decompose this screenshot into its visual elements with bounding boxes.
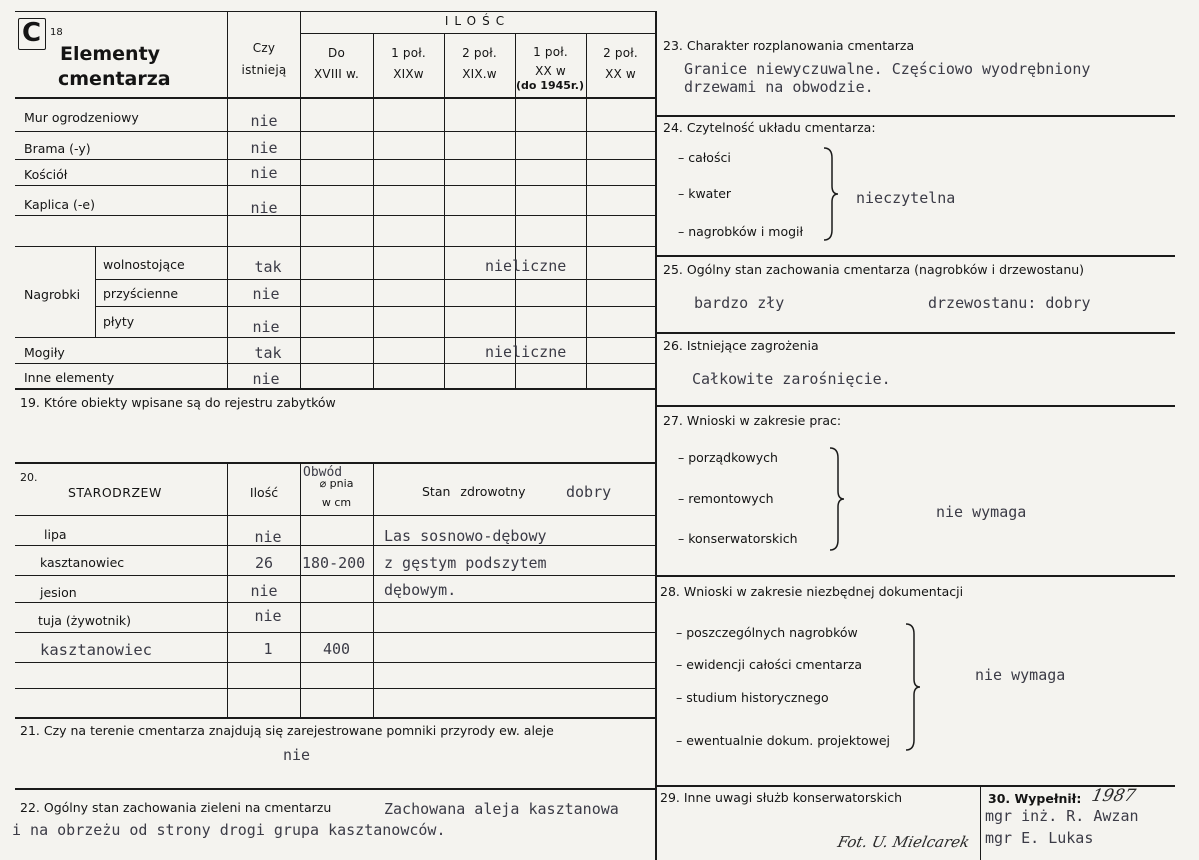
q20-pnia: ⌀ pnia — [319, 477, 354, 490]
rule — [373, 33, 374, 388]
card-number: 18 — [50, 27, 63, 38]
q30-name-2: mgr E. Lukas — [985, 829, 1094, 847]
rule — [373, 462, 374, 717]
rule — [15, 575, 655, 576]
rule — [655, 115, 1175, 117]
rule — [15, 246, 655, 247]
q26-label: 26. Istniejące zagrożenia — [663, 338, 819, 353]
q20-col-ilosc: Ilość — [249, 485, 279, 500]
rule — [15, 717, 655, 719]
q24-brace-icon — [822, 146, 842, 242]
period-4-l3: (do 1945r.) — [516, 79, 584, 92]
nagrobki-przyscienne: przyścienne — [103, 286, 179, 301]
q28-item-2: – ewidencji całości cmentarza — [676, 657, 863, 672]
tree-row-3-count: nie — [250, 582, 278, 600]
rule — [15, 337, 655, 338]
col-czy: Czy — [252, 41, 276, 55]
period-2-l2: XIXw — [393, 67, 424, 81]
col-istnieja: istnieją — [241, 63, 287, 77]
tree-row-4-count: nie — [254, 607, 282, 625]
nagrobki-wolnostojace-value: tak — [254, 258, 282, 276]
nagrobki-plyty: płyty — [103, 314, 135, 329]
rule — [15, 602, 655, 603]
rule — [655, 332, 1175, 334]
mogily-value: tak — [254, 344, 282, 362]
q20-wcm: w cm — [321, 496, 352, 509]
row-value-brama: nie — [250, 139, 278, 157]
tree-row-1-count: nie — [254, 528, 282, 546]
period-1-l2: XVIII w. — [314, 67, 359, 81]
row-value-kaplica: nie — [250, 199, 278, 217]
rule — [15, 215, 655, 216]
rule — [15, 159, 655, 160]
rule — [300, 33, 655, 34]
rule — [15, 97, 655, 99]
rule — [15, 632, 655, 633]
rule — [444, 33, 445, 388]
row-label-mur: Mur ogrodzeniowy — [24, 110, 139, 125]
rule — [586, 33, 587, 388]
q20-note-3: dębowym. — [384, 581, 457, 599]
rule — [95, 306, 655, 307]
q28-item-4: – ewentualnie dokum. projektowej — [676, 733, 891, 748]
tree-row-2-name: kasztanowiec — [40, 555, 125, 570]
rule — [980, 785, 981, 860]
nagrobki-wolnostojace-count: nieliczne — [485, 257, 567, 275]
row-label-brama: Brama (-y) — [24, 141, 91, 156]
q22-label: 22. Ogólny stan zachowania zieleni na cmentarzu — [20, 800, 332, 815]
q24-item-2: – kwater — [678, 186, 732, 201]
period-4-l1: 1 poł. — [533, 45, 568, 59]
q27-item-1: – porządkowych — [678, 450, 778, 465]
mogily-label: Mogiły — [24, 345, 65, 360]
rule — [95, 246, 96, 337]
tree-row-2-size: 180-200 — [302, 554, 366, 572]
rule — [95, 279, 655, 280]
tree-row-5-size: 400 — [323, 640, 351, 658]
q24-label: 24. Czytelność układu cmentarza: — [663, 120, 876, 135]
inne-value: nie — [252, 370, 280, 388]
rule — [15, 545, 655, 546]
period-3-l1: 2 poł. — [462, 46, 497, 60]
rule — [655, 575, 1175, 577]
tree-row-2-count: 26 — [254, 554, 274, 572]
q25-label: 25. Ogólny stan zachowania cmentarza (nagrobków i drzewostanu) — [663, 262, 1085, 277]
q20-number: 20. — [20, 471, 38, 484]
q20-col-stan: Stan zdrowotny — [422, 484, 526, 499]
q19-label: 19. Które obiekty wpisane są do rejestru zabytków — [20, 395, 336, 410]
q30-year: 1987 — [1089, 786, 1138, 806]
q27-item-3: – konserwatorskich — [678, 531, 798, 546]
rule — [15, 688, 655, 689]
card-letter: C — [22, 18, 42, 48]
q23-value-2: drzewami na obwodzie. — [684, 78, 874, 96]
q24-value: nieczytelna — [856, 189, 956, 207]
row-label-kosciol: Kościół — [24, 167, 68, 182]
q22-value-2: i na obrzeżu od strony drogi grupa kasztanowców. — [12, 821, 446, 839]
col-ilosc: ILOŚC — [444, 14, 511, 28]
q23-value-1: Granice niewyczuwalne. Częściowo wyodrębniony — [684, 60, 1091, 78]
q30-label: 30. Wypełnił: — [988, 791, 1082, 806]
rule — [15, 131, 655, 132]
period-5-l1: 2 poł. — [603, 46, 638, 60]
nagrobki-plyty-value: nie — [252, 318, 280, 336]
q24-item-3: – nagrobków i mogił — [678, 224, 804, 239]
tree-row-5-count: 1 — [263, 640, 273, 658]
row-label-kaplica: Kaplica (-e) — [24, 197, 95, 212]
tree-row-4-name: tuja (żywotnik) — [38, 613, 132, 628]
q28-item-3: – studium historycznego — [676, 690, 829, 705]
mogily-count: nieliczne — [485, 343, 567, 361]
rule — [15, 662, 655, 663]
q27-item-2: – remontowych — [678, 491, 774, 506]
inne-label: Inne elementy — [24, 370, 115, 385]
rule — [15, 515, 655, 516]
period-3-l2: XIX.w — [462, 67, 497, 81]
q22-value-1: Zachowana aleja kasztanowa — [384, 800, 619, 818]
q25-value-1: bardzo zły — [694, 294, 785, 312]
q29-label: 29. Inne uwagi służb konserwatorskich — [660, 790, 902, 805]
rule — [15, 11, 655, 12]
rule — [15, 388, 655, 390]
q20-obwod: Obwód — [303, 465, 343, 480]
q20-col-name: STARODRZEW — [68, 485, 162, 500]
rule — [655, 255, 1175, 257]
rule — [15, 363, 655, 364]
rule — [15, 462, 655, 464]
q28-brace-icon — [904, 622, 924, 752]
q20-stan-value: dobry — [566, 483, 612, 501]
tree-row-5-name: kasztanowiec — [40, 641, 152, 659]
q25-value-2: drzewostanu: dobry — [928, 294, 1091, 312]
nagrobki-label: Nagrobki — [24, 287, 81, 302]
rule — [15, 185, 655, 186]
tree-row-3-name: jesion — [40, 585, 77, 600]
period-4-l2: XX w — [535, 64, 566, 78]
q28-value: nie wymaga — [975, 666, 1066, 684]
q28-label: 28. Wnioski w zakresie niezbędnej dokumentacji — [660, 584, 964, 599]
nagrobki-przyscienne-value: nie — [252, 285, 280, 303]
q21-label: 21. Czy na terenie cmentarza znajdują się zarejestrowane pomniki przyrody ew. aleje — [20, 723, 554, 738]
card-title-1: Elementy — [60, 43, 161, 65]
q27-value: nie wymaga — [936, 503, 1027, 521]
q20-note-1: Las sosnowo-dębowy — [384, 527, 547, 545]
q30-name-1: mgr inż. R. Awzan — [985, 807, 1139, 825]
q27-brace-icon — [828, 446, 848, 552]
q26-value: Całkowite zarośnięcie. — [692, 370, 891, 388]
photo-credit: Fot. U. Mielcarek — [836, 833, 972, 851]
nagrobki-wolnostojace: wolnostojące — [103, 257, 185, 272]
q20-note-2: z gęstym podszytem — [384, 554, 547, 572]
row-value-kosciol: nie — [250, 164, 278, 182]
rule — [655, 11, 657, 860]
q27-label: 27. Wnioski w zakresie prac: — [663, 413, 842, 428]
q28-item-1: – poszczególnych nagrobków — [676, 625, 858, 640]
tree-row-1-name: lipa — [44, 527, 67, 542]
rule — [15, 788, 655, 790]
q23-label: 23. Charakter rozplanowania cmentarza — [663, 38, 915, 53]
period-2-l1: 1 poł. — [391, 46, 426, 60]
row-value-mur: nie — [250, 112, 278, 130]
q21-value: nie — [283, 746, 311, 764]
rule — [655, 405, 1175, 407]
period-5-l2: XX w — [605, 67, 636, 81]
q24-item-1: – całości — [678, 150, 731, 165]
period-1-l1: Do — [328, 46, 345, 60]
card-title-2: cmentarza — [58, 68, 171, 90]
